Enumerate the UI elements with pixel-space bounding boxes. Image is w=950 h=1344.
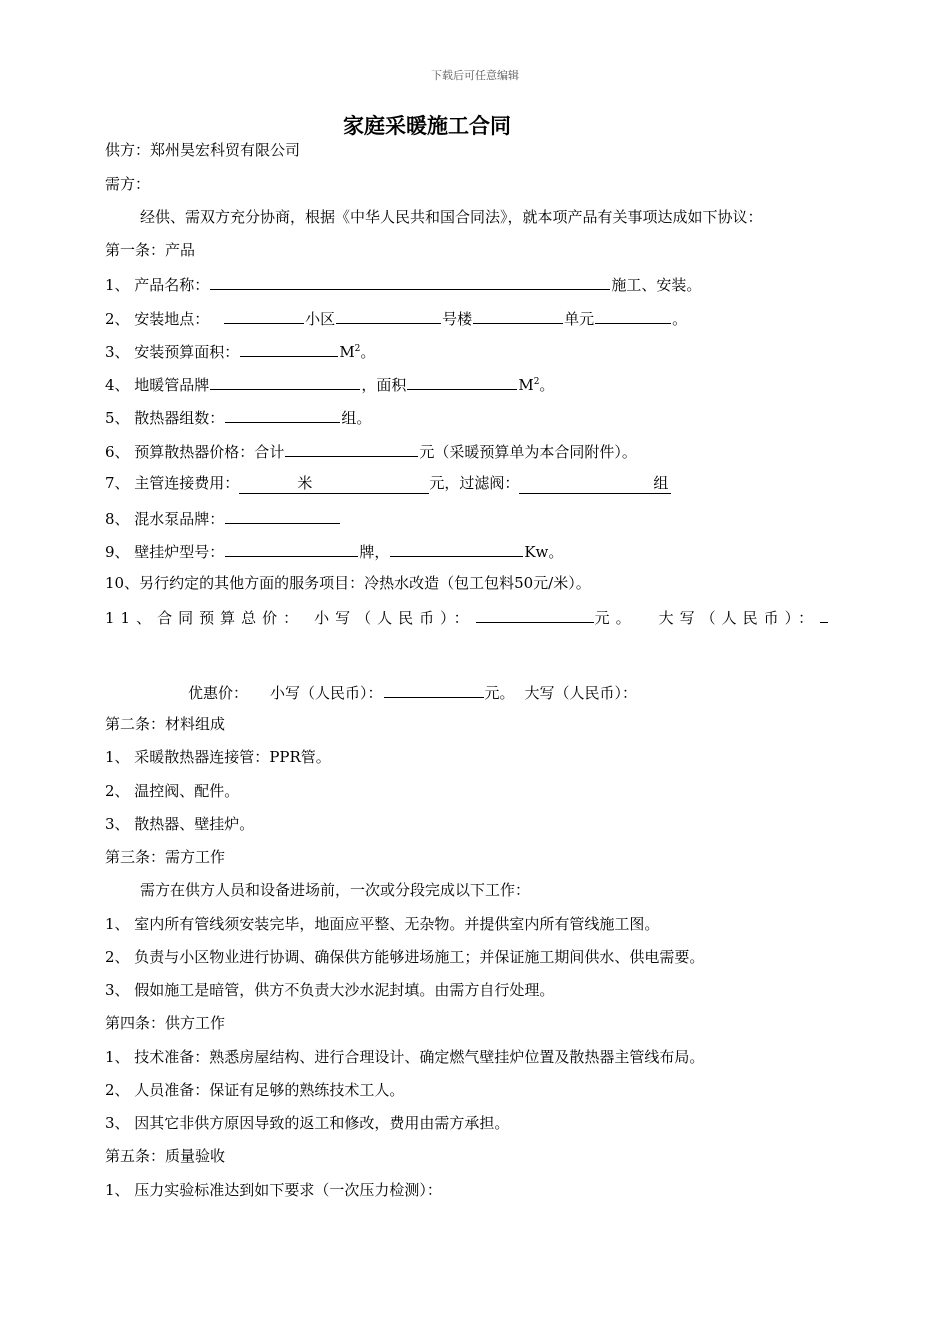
area-blank xyxy=(240,340,338,357)
room-blank xyxy=(595,307,671,324)
article-4-heading: 第四条：供方工作 xyxy=(105,1014,226,1032)
discount-small-blank xyxy=(384,681,484,698)
supplier-line: 供方：郑州昊宏科贸有限公司 xyxy=(105,141,301,159)
radiator-count-blank xyxy=(225,406,340,423)
item-total-price: 11、合同预算总价： 小写（人民币）： 元。 大写（人民币）： xyxy=(105,606,829,628)
pump-brand-blank xyxy=(225,507,340,524)
building-blank xyxy=(336,307,441,324)
district-blank xyxy=(224,307,304,324)
pipe-area-blank xyxy=(407,373,517,390)
item-main-pipe-cost: 7、 主管连接费用： 米 元，过滤阀： 组 xyxy=(105,473,671,495)
item-other-services: 10、另行约定的其他方面的服务项目：冷热水改造（包工包料50元/米）。 xyxy=(105,574,591,592)
item-radiator-count: 5、 散热器组数： 组。 xyxy=(105,406,371,428)
boiler-power-blank xyxy=(390,540,523,557)
art4-item: 3、 因其它非供方原因导致的返工和修改，费用由需方承担。 xyxy=(105,1114,510,1132)
document-title: 家庭采暖施工合同 xyxy=(343,113,511,138)
article-2-heading: 第二条：材料组成 xyxy=(105,715,226,733)
item-discount-price: 优惠价： 小写（人民币）： 元。 大写（人民币）： xyxy=(188,681,637,703)
buyer-line: 需方： xyxy=(105,175,151,193)
art3-item: 2、 负责与小区物业进行协调、确保供方能够进场施工；并保证施工期间供水、供电需要。 xyxy=(105,948,705,966)
art5-item: 1、 压力实验标准达到如下要求（一次压力检测）： xyxy=(105,1181,442,1199)
item-floor-heating-brand: 4、 地暖管品牌 ，面积 $M^2$。 xyxy=(105,373,554,395)
art3-intro: 需方在供方人员和设备进场前，一次或分段完成以下工作： xyxy=(140,881,531,899)
item-mixing-pump-brand: 8、 混水泵品牌： xyxy=(105,507,341,529)
radiator-price-blank xyxy=(285,440,418,457)
intro-paragraph: 经供、需双方充分协商，根据《中华人民共和国合同法》，就本项产品有关事项达成如下协议： xyxy=(140,208,763,226)
article-5-heading: 第五条：质量验收 xyxy=(105,1147,226,1165)
item-install-area: 3、 安装预算面积： $M^2$。 xyxy=(105,340,375,362)
art2-item: 2、 温控阀、配件。 xyxy=(105,782,240,800)
product-name-blank xyxy=(210,273,610,290)
art4-item: 2、 人员准备：保证有足够的熟练技术工人。 xyxy=(105,1081,405,1099)
total-small-blank xyxy=(476,606,594,623)
boiler-brand-blank xyxy=(225,540,358,557)
filter-valve-field: 组 xyxy=(519,473,671,494)
total-big-blank xyxy=(820,606,828,623)
art3-item: 1、 室内所有管线须安装完毕，地面应平整、无杂物。并提供室内所有管线施工图。 xyxy=(105,915,660,933)
art2-item: 1、 采暖散热器连接管：PPR管。 xyxy=(105,748,331,766)
art4-item: 1、 技术准备：熟悉房屋结构、进行合理设计、确定燃气壁挂炉位置及散热器主管线布局。 xyxy=(105,1048,705,1066)
art3-item: 3、 假如施工是暗管，供方不负责大沙水泥封填。由需方自行处理。 xyxy=(105,981,555,999)
article-3-heading: 第三条：需方工作 xyxy=(105,848,226,866)
item-boiler-model: 9、 壁挂炉型号： 牌， Kw。 xyxy=(105,540,563,562)
unit-blank xyxy=(473,307,563,324)
item-install-location: 2、 安装地点： 小区 号楼 单元 。 xyxy=(105,307,687,329)
art2-item: 3、 散热器、壁挂炉。 xyxy=(105,815,255,833)
pipe-brand-blank xyxy=(210,373,360,390)
meters-field: 米 xyxy=(239,473,429,494)
header-note: 下载后可任意编辑 xyxy=(431,69,519,82)
article-1-heading: 第一条：产品 xyxy=(105,241,196,259)
item-radiator-price: 6、 预算散热器价格：合计 元（采暖预算单为本合同附件）。 xyxy=(105,440,637,462)
item-product-name: 1、 产品名称： 施工、安装。 xyxy=(105,273,701,295)
